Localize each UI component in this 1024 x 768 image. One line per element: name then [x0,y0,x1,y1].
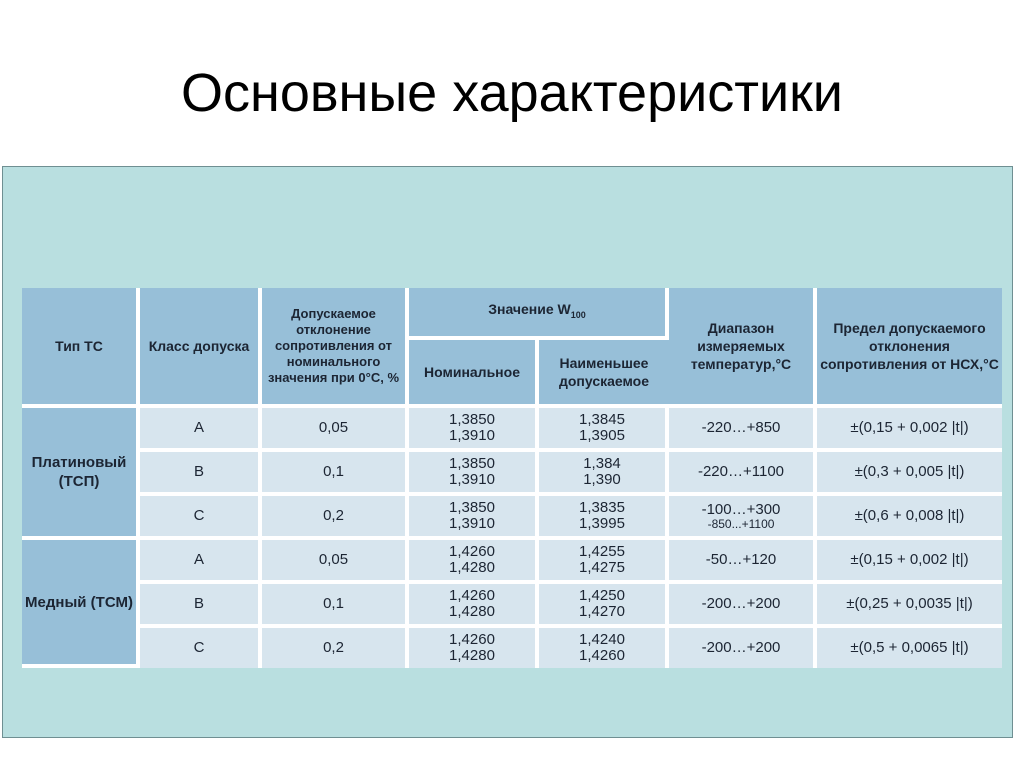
table-row [22,408,1002,452]
table-row [22,496,1002,540]
cell-class: C [140,628,262,668]
cell-limit: ±(0,15 + 0,002 |t|) [817,408,1002,452]
cell-range: -220…+1100 [669,452,817,496]
header-deviation: Допускаемое отклонение сопротивления от номинального значения при 0°С, % [262,288,409,408]
cell-min-allowed: 1,4250 1,4270 [539,584,669,628]
cell-nominal: 1,4260 1,4280 [409,628,539,668]
cell-deviation: 0,1 [262,452,409,496]
group-copper: Медный (ТСМ) [22,540,140,668]
cell-nominal: 1,4260 1,4280 [409,584,539,628]
cell-range: -200…+200 [669,584,817,628]
cell-deviation: 0,1 [262,584,409,628]
cell-class: B [140,452,262,496]
header-nominal: Номинальное [409,340,539,408]
cell-limit: ±(0,3 + 0,005 |t|) [817,452,1002,496]
table-row [22,452,1002,496]
slide-title: Основные характеристики [181,63,843,123]
cell-deviation: 0,2 [262,628,409,668]
group-platinum: Платиновый (ТСП) [22,408,140,540]
header-range: Диапазон измеряемых температур,°С [669,288,817,408]
cell-nominal: 1,4260 1,4280 [409,540,539,584]
cell-min-allowed: 1,4240 1,4260 [539,628,669,668]
header-w100 [409,288,669,340]
cell-deviation: 0,2 [262,496,409,540]
cell-range: -200…+200 [669,628,817,668]
cell-limit: ±(0,25 + 0,0035 |t|) [817,584,1002,628]
cell-min-allowed: 1,3835 1,3995 [539,496,669,540]
cell-nominal: 1,3850 1,3910 [409,408,539,452]
characteristics-table [22,288,1002,668]
table-row [22,540,1002,584]
table-row [22,628,1002,668]
cell-min-allowed: 1,3845 1,3905 [539,408,669,452]
cell-deviation: 0,05 [262,408,409,452]
cell-limit: ±(0,15 + 0,002 |t|) [817,540,1002,584]
header-w100-label: Значение W [488,301,571,318]
cell-class: C [140,496,262,540]
cell-range: -50…+120 [669,540,817,584]
cell-nominal: 1,3850 1,3910 [409,496,539,540]
header-type: Тип ТС [22,288,140,408]
cell-range: -220…+850 [669,408,817,452]
cell-class: A [140,408,262,452]
header-min-allowed: Наименьшее допускаемое [539,340,669,408]
cell-min-allowed: 1,384 1,390 [539,452,669,496]
cell-deviation: 0,05 [262,540,409,584]
cell-range: -100…+300 -850...+1100 [669,496,817,540]
header-class: Класс допуска [140,288,262,408]
table-row [22,584,1002,628]
cell-limit: ±(0,5 + 0,0065 |t|) [817,628,1002,668]
cell-min-allowed: 1,4255 1,4275 [539,540,669,584]
cell-nominal: 1,3850 1,3910 [409,452,539,496]
cell-class: A [140,540,262,584]
header-limit: Предел допускаемого отклонения сопротивления от НСХ,°С [817,288,1002,408]
cell-class: B [140,584,262,628]
header-w100-subscript: 100 [570,309,586,320]
cell-limit: ±(0,6 + 0,008 |t|) [817,496,1002,540]
